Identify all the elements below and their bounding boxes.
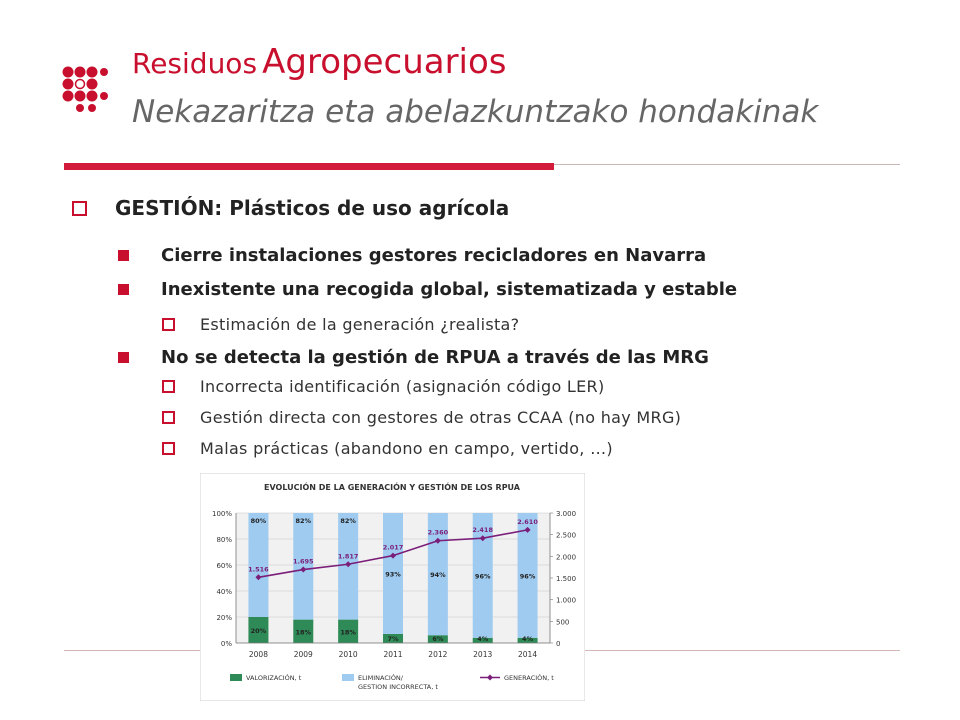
x-tick-label: 2014 [518,650,538,659]
legend-label-valorizacion: VALORIZACIÓN, t [246,674,302,682]
left-tick-label: 0% [220,640,232,648]
hollow-square-bullet-icon [162,411,175,424]
left-tick-label: 80% [216,536,232,544]
bullet-item-2 [118,279,737,300]
bar-valorizacion-label: 4% [477,635,489,643]
section-heading [72,196,509,220]
sub-bullet-3-3-text: Malas prácticas (abandono en campo, vertido, …) [200,439,613,458]
bar-eliminacion [293,513,313,620]
page-title [132,42,507,82]
x-tick-label: 2009 [293,650,313,659]
right-tick-label: 0 [556,640,561,648]
legend-label-generacion: GENERACIÓN, t [504,674,554,682]
hollow-square-bullet-icon [162,380,175,393]
title-part2: Agropecuarios [262,42,507,82]
chart-title: EVOLUCIÓN DE LA GENERACIÓN Y GESTIÓN DE LOS RPUA [264,483,520,492]
sub-bullet-3-3 [162,439,613,458]
bar-eliminacion-label: 80% [250,517,267,525]
x-tick-label: 2008 [248,650,268,659]
x-tick-label: 2013 [473,650,493,659]
bar-eliminacion-label: 82% [340,517,356,525]
bar-valorizacion-label: 6% [432,635,444,643]
sub-bullet-3-1-text: Incorrecta identificación (asignación código LER) [200,377,605,396]
hollow-square-bullet-icon [162,318,175,331]
bar-valorizacion-label: 20% [250,627,267,635]
sub-bullet-2-1 [162,315,519,334]
right-tick-label: 500 [556,618,570,627]
title-divider-red [64,163,554,170]
bullet-item-1-text: Cierre instalaciones gestores recicladores en Navarra [161,245,707,266]
bullet-item-2-text: Inexistente una recogida global, sistematizada y estable [161,279,738,300]
generacion-label: 2.610 [517,517,538,526]
rpua-chart-svg [200,473,585,701]
title-part1: Residuos [132,47,258,80]
title-divider-gray [554,164,900,165]
hollow-square-bullet-icon [72,201,87,216]
left-tick-label: 100% [211,510,232,518]
generacion-label: 1.516 [248,565,269,574]
bar-eliminacion-label: 96% [519,572,536,581]
left-tick-label: 60% [216,562,232,570]
right-tick-label: 2.000 [556,553,577,562]
logo-icon [60,64,108,112]
bar-eliminacion-label: 82% [295,517,312,525]
generacion-label: 2.418 [472,526,493,535]
bar-eliminacion-label: 96% [474,572,491,581]
sub-bullet-2-1-text: Estimación de la generación ¿realista? [200,315,520,334]
square-bullet-icon [118,250,129,261]
bullet-item-3-text: No se detecta la gestión de RPUA a través de las MRG [161,347,709,368]
right-tick-label: 1.000 [556,596,577,605]
legend-swatch-eliminacion [342,674,354,681]
generacion-label: 1.817 [337,552,359,561]
bar-valorizacion-label: 18% [295,628,312,637]
x-tick-label: 2012 [428,650,448,659]
page-subtitle: Nekazaritza eta abelazkuntzako hondakinak [132,94,819,130]
bar-valorizacion-label: 4% [522,635,534,643]
legend-label-eliminacion-line2: GESTION INCORRECTA, t [358,683,438,691]
left-tick-label: 20% [216,614,232,622]
square-bullet-icon [118,284,129,295]
bar-valorizacion-label: 18% [340,628,356,637]
hollow-square-bullet-icon [162,442,175,455]
generacion-label: 1.695 [293,557,314,566]
bar-valorizacion-label: 7% [387,635,399,643]
right-tick-label: 3.000 [556,510,577,518]
left-tick-label: 40% [216,588,232,596]
legend-swatch-valorizacion [230,674,242,681]
right-tick-label: 2.500 [556,531,577,540]
generacion-label: 2.017 [382,543,404,552]
bullet-item-1 [118,245,706,266]
x-tick-label: 2011 [383,650,403,659]
bullet-item-3 [118,347,709,368]
sub-bullet-3-2 [162,408,681,427]
square-bullet-icon [118,352,129,363]
x-tick-label: 2010 [338,650,358,659]
right-tick-label: 1.500 [556,575,577,583]
bar-eliminacion-label: 94% [430,571,446,580]
legend-label-eliminacion: ELIMINACIÓN/ [358,674,403,682]
bar-eliminacion-label: 93% [385,570,401,579]
rpua-chart [200,473,585,701]
sub-bullet-3-2-text: Gestión directa con gestores de otras CCAA (no hay MRG) [200,408,682,427]
sub-bullet-3-1 [162,377,605,396]
section-heading-text: GESTIÓN: Plásticos de uso agrícola [115,196,510,220]
generacion-label: 2.360 [427,528,449,537]
